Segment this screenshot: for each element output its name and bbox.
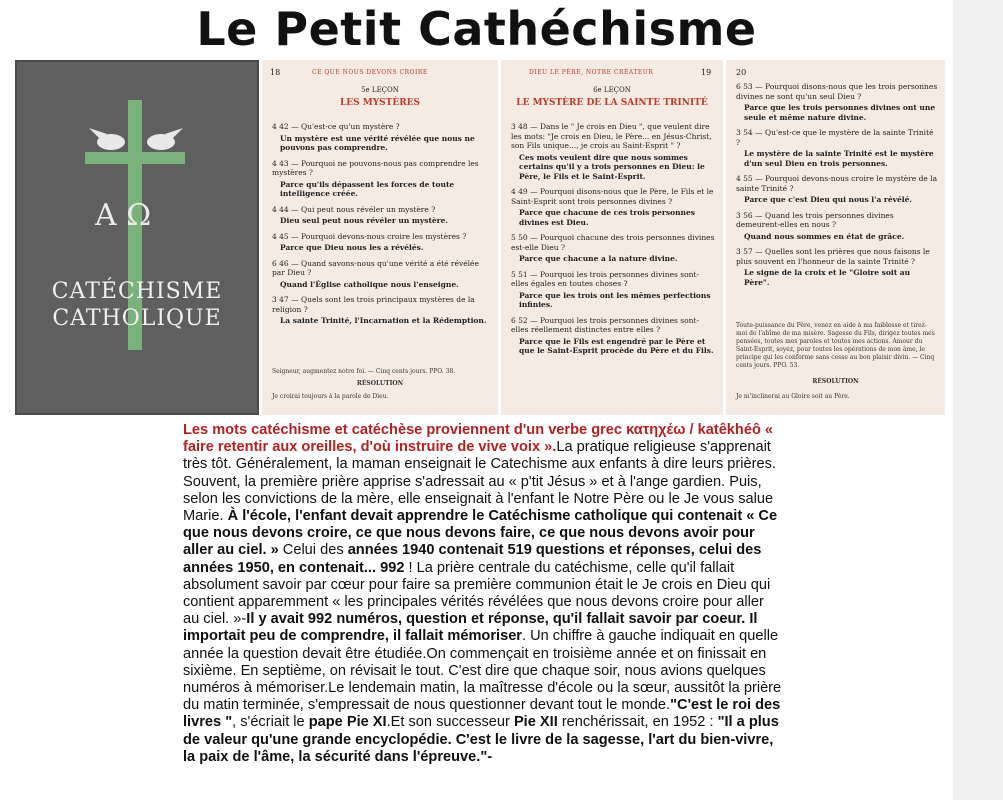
article-bold: pape Pie XI xyxy=(308,714,387,731)
alpha-omega-symbols: Α Ω xyxy=(95,198,152,233)
article-bold: "C'est le roi des livres " xyxy=(183,697,781,731)
lesson-text: 3 48 — Dans le " Je crois en Dieu ", que veulent dire les mots: "Je crois en Dieu, le Père... en Jésus-Christ, son Fils unique..., je crois au Saint-Esprit " ? Ces mots veulent dire que nous sommes certains qu'il y a trois personnes en Dieu: le Père, le Fils et le Saint-Esprit. 4 49 — Pourquoi disons-nous que le Père, le Fils et le Saint-Esprit sont trois personnes divines ? Parce que chacune de ces trois personnes divines est Dieu. 5 50 — Pourquoi chacune des trois personnes divines est-elle Dieu ? Parce que chacune a la nature divine. 5 51 — Pourquoi les trois personnes divines sont-elles égales en toutes choses ? Parce que les trois ont les mêmes perfections infinies. 6 52 — Pourquoi les trois personnes divines sont-elles réellement distinctes entre elles ? Parce que le Fils est engendré par le Père et que le Saint-Esprit procède du Père et du Fils. xyxy=(511,122,715,355)
article-bold: "Il a plus de valeur qu'une grande encyclopédie. C'est le livre de la sagesse, l'art du bien-vivre, la paix de l'âme, la sécurité dans l'épreuve."- xyxy=(183,714,779,765)
resolution-text: Je croirai toujours à la parole de Dieu. xyxy=(272,393,389,400)
lesson-text: 6 53 — Pourquoi disons-nous que les trois personnes divines ne sont qu'un seul Dieu ? Parce que les trois personnes divines ont une seule et même nature divine. 3 54 — Qu'est-ce que le mystère de la sainte Trinité ? Le mystère de la sainte Trinité est le mystère d'un seul Dieu en trois personnes. 4 55 — Pourquoi devons-nous croire le mystère de la sainte Trinité ? Parce que c'est Dieu qui nous l'a révélé. 3 56 — Quand les trois personnes divines demeurent-elles en nous ? Quand nous sommes en état de grâce. 3 57 — Quelles sont les prières que nous faisons le plus souvent en l'honneur de la sainte Trinité ? Le signe de la croix et le "Gloire soit au Père". xyxy=(736,82,938,287)
page-number: 20 xyxy=(736,68,747,77)
page-header: DIEU LE PÈRE, NOTRE CRÉATEUR xyxy=(529,69,654,76)
lesson-text: 4 42 — Qu'est-ce qu'un mystère ? Un mystère est une vérité révélée que nous ne pouvons pas comprendre. 4 43 — Pourquoi ne pouvons-nous pas comprendre les mystères ? Parce qu'ils dépassent les forces de toute intelligence créée. 4 44 — Qui peut nous révéler un mystère ? Dieu seul peut nous révéler un mystère. 4 45 — Pourquoi devons-nous croire les mystères ? Parce que Dieu nous les a révélés. 6 46 — Quand savons-nous qu'une vérité a été révélée par Dieu ? Quand l'Église catholique nous l'enseigne. 3 47 — Quels sont les trois principaux mystères de la religion ? La sainte Trinité, l'Incarnation et la Rédemption. xyxy=(272,122,487,325)
article-text: .Et son successeur xyxy=(386,714,514,731)
article-body xyxy=(183,422,783,766)
cover-line-2: CATHOLIQUE xyxy=(52,306,222,331)
catechism-page-19 xyxy=(501,60,723,415)
article-text: , s'écriait le xyxy=(232,714,309,731)
book-cover xyxy=(15,60,259,415)
book-cover-title xyxy=(15,278,259,332)
cover-line-1: CATÉCHISME xyxy=(51,279,223,304)
cross-emblem-icon xyxy=(15,60,259,415)
article-text: La pratique religieuse s'apprenait très tôt. Généralement, la maman enseignait le Catechisme aux enfants à dire leurs prières. Souvent, la première prière apprise s'adressait au « p'tit Jésus » et à l'ange gardien. Puis, selon les convictions de la mère, elle enseignait à l'enfant le Notre Père ou le Je vous salue Marie. xyxy=(183,439,776,525)
article-text: Celui des xyxy=(278,542,348,559)
catechism-page-18 xyxy=(262,60,498,415)
resolution-label: RÉSOLUTION xyxy=(812,378,859,385)
lesson-heading: LE MYSTÈRE DE LA SAINTE TRINITÉ xyxy=(516,98,708,108)
article-bold: À l'école, l'enfant devait apprendre le Catéchisme catholique qui contenait « Ce que nous devons croire, ce que nous devons faire, ce que nous devons avoir pour aller au ciel. » xyxy=(183,508,778,559)
lesson-heading: LES MYSTÈRES xyxy=(339,98,421,108)
article-text: renchérissait, en 1952 : xyxy=(557,714,718,731)
resolution-label: RÉSOLUTION xyxy=(356,380,404,387)
article-bold: Il y avait 992 numéros, question et réponse, qu'il fallait savoir par coeur. Il importait peu de comprendre, il fallait mémoriser xyxy=(183,611,758,645)
article-text: . Un chiffre à gauche indiquait en quelle année la question devait être étudiée.On commençait en troisième année et on finissait en sixième. En septième, on révisait le tout. C'est dire que chaque soir, nous avions quelques numéros à mémoriser.Le lendemain matin, la maîtresse d'école ou la sœur, aussitôt la prière du matin terminée, s'empressait de nous questionner devant tout le monde. xyxy=(183,628,782,714)
prayer-text: Toute-puissance du Père, venez en aide à ma faiblesse et tirez-moi de l'abîme de ma misère. Sagesse du Fils, dirigez toutes mes pensées, toutes mes paroles et toutes mes actions. Amour du Saint-Esprit, soyez, pour toutes les opérations de mon âme, le principe qui les conforme sans cesse au bon plaisir divin. — Cinq cents jours. PPO. 53. xyxy=(736,322,935,369)
article-bold: années 1940 contenait 519 questions et réponses, celui des années 1950, en contenait... 992 xyxy=(183,542,762,576)
resolution-text: Je m'inclinerai au Gloire soit au Père. xyxy=(736,393,850,400)
page-number: 18 xyxy=(270,68,281,77)
page-number: 19 xyxy=(701,68,712,77)
page-header: CE QUE NOUS DEVONS CROIRE xyxy=(312,69,428,76)
lesson-number: 6e LEÇON xyxy=(593,86,631,94)
catechism-page-20 xyxy=(726,60,945,415)
lesson-number: 5e LEÇON xyxy=(361,86,399,94)
prayer-footer: Seigneur, augmentez notre foi. — Cinq cents jours. PPO. 38. xyxy=(272,368,456,375)
page-title: Le Petit Cathéchisme xyxy=(196,2,757,56)
article-lead: Les mots catéchisme et catéchèse proviennent d'un verbe grec κατηχέω / katêkhéô « faire retentir aux oreilles, d'où instruire de vive voix ». xyxy=(183,422,774,456)
article-bold: Pie XII xyxy=(513,714,558,731)
article-text: ! La prière centrale du catéchisme, celle qu'il fallait absolument savoir par cœur pour faire sa première communion était le Je crois en Dieu qui contient apparemment « les principales vérités révélées que nous devons croire pour aller au ciel. »- xyxy=(183,559,771,628)
scrollbar-track[interactable] xyxy=(953,0,1003,800)
catechism-photo xyxy=(15,60,945,415)
